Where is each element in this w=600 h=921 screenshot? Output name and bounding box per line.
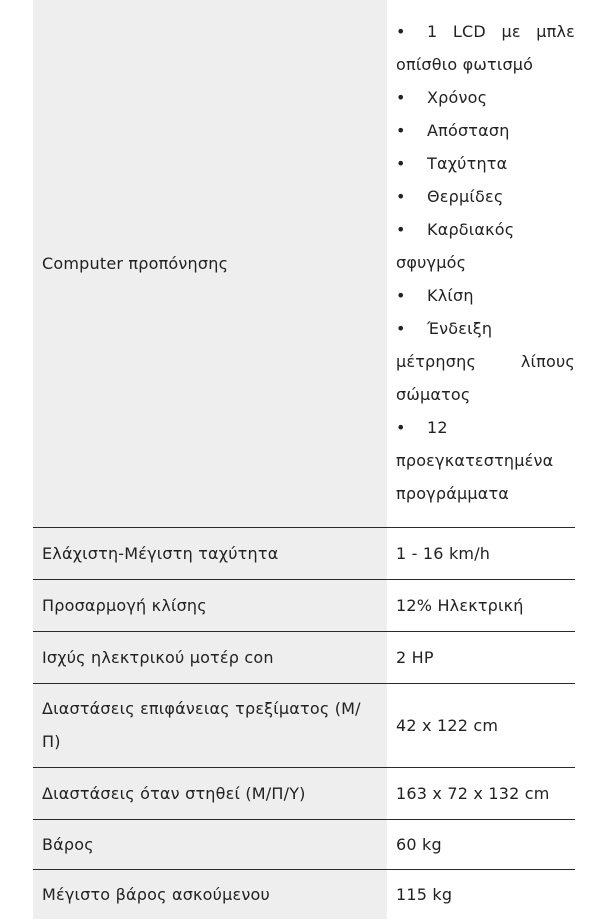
bullet-icon: •	[396, 186, 406, 206]
row-label: Ελάχιστη-Μέγιστη ταχύτητα	[33, 527, 387, 579]
row-value: 42 x 122 cm	[387, 683, 575, 767]
feature-item: • Καρδιακός σφυγμός	[396, 213, 575, 279]
bullet-icon: •	[396, 21, 406, 41]
feature-item: • Κλίση	[396, 279, 575, 312]
row-label: Προσαρμογή κλίσης	[33, 579, 387, 631]
row-value	[387, 0, 575, 527]
bullet-icon: •	[396, 87, 406, 107]
feature-item: • Ταχύτητα	[396, 147, 575, 180]
feature-list	[396, 7, 575, 520]
bullet-icon: •	[396, 318, 406, 338]
row-value: 60 kg	[387, 819, 575, 869]
feature-item: • Θερμίδες	[396, 180, 575, 213]
row-value: 115 kg	[387, 869, 575, 919]
row-value: 2 HP	[387, 631, 575, 683]
row-label: Διαστάσεις επιφάνειας τρεξίματος (Μ/Π)	[33, 683, 387, 767]
row-label: Μέγιστο βάρος ασκούμενου	[33, 869, 387, 919]
table-row	[33, 527, 575, 579]
row-label: Computer προπόνησης	[33, 0, 387, 527]
bullet-icon: •	[396, 285, 406, 305]
bullet-icon: •	[396, 120, 406, 140]
bullet-icon: •	[396, 153, 406, 173]
row-value: 12% Ηλεκτρική	[387, 579, 575, 631]
table-row	[33, 767, 575, 819]
row-value: 163 x 72 x 132 cm	[387, 767, 575, 819]
feature-item: • Χρόνος	[396, 81, 575, 114]
table-row	[33, 869, 575, 919]
feature-item: • 12 προεγκατεστημένα προγράμματα	[396, 411, 575, 510]
row-label: Διαστάσεις όταν στηθεί (Μ/Π/Υ)	[33, 767, 387, 819]
table-row-computer	[33, 0, 575, 527]
bullet-icon: •	[396, 417, 406, 437]
bullet-icon: •	[396, 219, 406, 239]
feature-item: • Ένδειξη μέτρησης λίπους σώματος	[396, 312, 575, 411]
table-row	[33, 683, 575, 767]
specifications-table	[33, 0, 575, 919]
table-row	[33, 579, 575, 631]
row-label: Ισχύς ηλεκτρικού μοτέρ con	[33, 631, 387, 683]
feature-item: • 1 LCD με μπλε οπίσθιο φωτισμό	[396, 15, 575, 81]
table-row	[33, 631, 575, 683]
row-label: Βάρος	[33, 819, 387, 869]
table-row	[33, 819, 575, 869]
row-value: 1 - 16 km/h	[387, 527, 575, 579]
feature-item: • Απόσταση	[396, 114, 575, 147]
